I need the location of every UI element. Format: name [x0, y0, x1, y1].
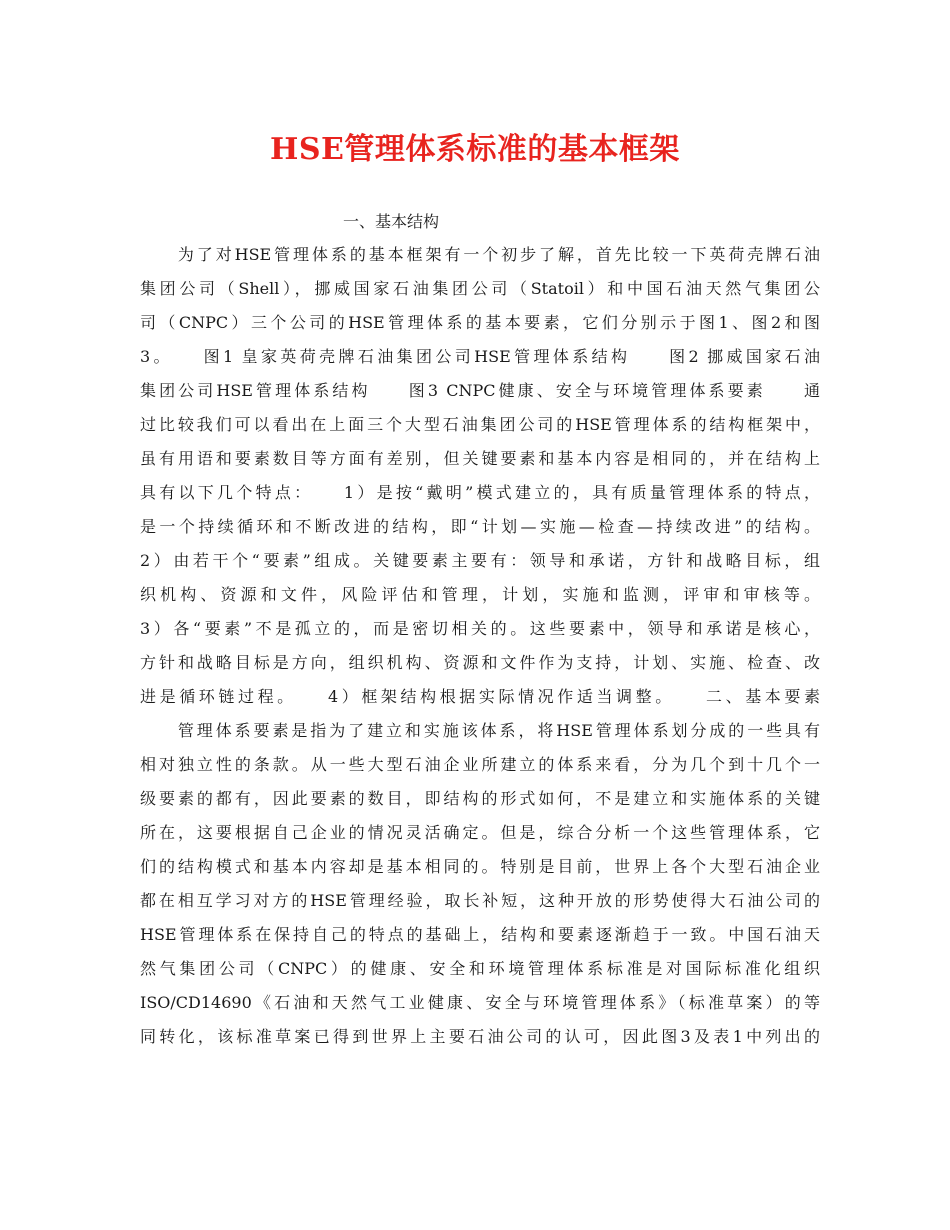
body-text-line: 进是循环链过程。 4）框架结构根据实际情况作适当调整。 二、基本要素 [140, 687, 820, 706]
body-text-line: 都在相互学习对方的HSE管理经验，取长补短，这种开放的形势使得大石油公司的 [140, 891, 820, 910]
body-text-line: 织机构、资源和文件，风险评估和管理，计划，实施和监测，评审和审核等。 [140, 585, 820, 604]
section-heading-basic-structure: 一、基本结构 [343, 212, 440, 231]
body-text-line: 相对独立性的条款。从一些大型石油企业所建立的体系来看，分为几个到十几个一 [140, 755, 820, 774]
body-text-line: 们的结构模式和基本内容却是基本相同的。特别是目前，世界上各个大型石油企业 [140, 857, 820, 876]
body-text-line: 集团公司（Shell），挪威国家石油集团公司（Statoil）和中国石油天然气集团公 [140, 279, 820, 298]
body-text-line: 管理体系要素是指为了建立和实施该体系，将HSE管理体系划分成的一些具有 [140, 721, 820, 740]
body-text-line: 2）由若干个“要素”组成。关键要素主要有：领导和承诺，方针和战略目标，组 [140, 551, 820, 570]
body-text-line: 同转化，该标准草案已得到世界上主要石油公司的认可，因此图3及表1中列出的 [140, 1027, 820, 1046]
body-text-line: 司（CNPC）三个公司的HSE管理体系的基本要素，它们分别示于图1、图2和图 [140, 313, 820, 332]
body-text-line: 集团公司HSE管理体系结构 图3 CNPC健康、安全与环境管理体系要素 通 [140, 381, 820, 400]
body-text-line: 所在，这要根据自己企业的情况灵活确定。但是，综合分析一个这些管理体系，它 [140, 823, 820, 842]
body-text-line: 过比较我们可以看出在上面三个大型石油集团公司的HSE管理体系的结构框架中， [140, 415, 820, 434]
document-title: HSE管理体系标准的基本框架 [270, 132, 680, 167]
body-text-line: HSE管理体系在保持自己的特点的基础上，结构和要素逐渐趋于一致。中国石油天 [140, 925, 820, 944]
body-text-line: 是一个持续循环和不断改进的结构，即“计划—实施—检查—持续改进”的结构。 [140, 517, 820, 536]
body-text-line: 虽有用语和要素数目等方面有差别，但关键要素和基本内容是相同的，并在结构上 [140, 449, 820, 468]
body-text-line: 方针和战略目标是方向，组织机构、资源和文件作为支持，计划、实施、检查、改 [140, 653, 820, 672]
body-text-line: 为了对HSE管理体系的基本框架有一个初步了解，首先比较一下英荷壳牌石油 [140, 245, 820, 264]
body-text-line: 然气集团公司（CNPC）的健康、安全和环境管理体系标准是对国际标准化组织 [140, 959, 820, 978]
body-text-line: 具有以下几个特点： 1）是按“戴明”模式建立的，具有质量管理体系的特点， [140, 483, 820, 502]
body-text-line: 3）各“要素”不是孤立的，而是密切相关的。这些要素中，领导和承诺是核心， [140, 619, 820, 638]
body-text-line: ISO/CD14690《石油和天然气工业健康、安全与环境管理体系》（标准草案）的等 [140, 993, 820, 1012]
body-text-line: 3。 图1 皇家英荷壳牌石油集团公司HSE管理体系结构 图2 挪威国家石油 [140, 347, 820, 366]
body-text-line: 级要素的都有，因此要素的数目，即结构的形式如何，不是建立和实施体系的关键 [140, 789, 820, 808]
